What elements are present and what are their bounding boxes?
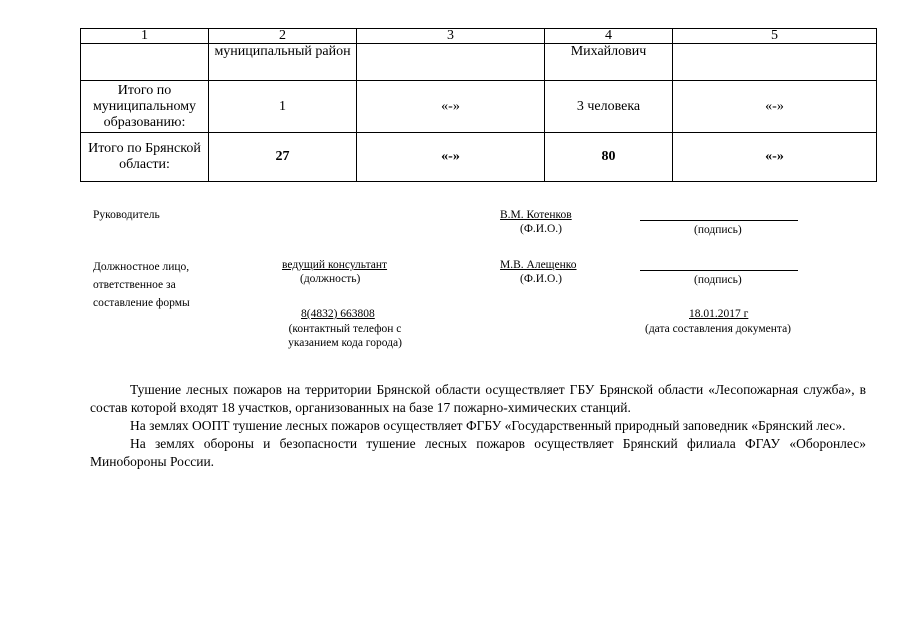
head-name: В.М. Котенков	[500, 209, 572, 221]
paragraph: На землях обороны и безопасности тушение лесных пожаров осуществляет Брянский филиала ФГАУ «Оборонлес» Минобороны России.	[90, 436, 866, 469]
body-text	[90, 381, 866, 471]
document-date: 18.01.2017 г	[689, 308, 749, 320]
column-number: 3	[357, 29, 545, 44]
table-cell: муниципальный район	[209, 44, 357, 81]
fio-caption: (Ф.И.О.)	[520, 223, 562, 235]
official-label: Должностное лицо, ответственное за составление формы	[93, 261, 190, 309]
table-header-row	[81, 29, 877, 44]
row-label-cell: Итого по муниципальному образованию:	[81, 81, 209, 133]
total-cell: «-»	[357, 133, 545, 182]
total-cell: «-»	[673, 133, 877, 182]
table-cell: 1	[209, 81, 357, 133]
position-caption: (должность)	[300, 273, 361, 285]
contact-phone: 8(4832) 663808	[301, 308, 375, 320]
table-cell: 3 человека	[545, 81, 673, 133]
table-total-row	[81, 133, 877, 182]
table-cell	[81, 44, 209, 81]
column-number: 2	[209, 29, 357, 44]
fio-caption: (Ф.И.О.)	[520, 273, 562, 285]
official-position: ведущий консультант	[282, 259, 388, 271]
table-row	[81, 81, 877, 133]
head-signature-line	[640, 220, 798, 221]
table-cell	[673, 44, 877, 81]
column-number: 4	[545, 29, 673, 44]
table-cell	[357, 44, 545, 81]
total-cell: 27	[209, 133, 357, 182]
table-cell: «-»	[673, 81, 877, 133]
sign-caption: (подпись)	[694, 224, 742, 236]
head-label: Руководитель	[93, 209, 160, 221]
report-table	[80, 28, 877, 182]
table-row	[81, 44, 877, 81]
table-cell: Михайлович	[545, 44, 673, 81]
row-label-cell: Итого по Брянской области:	[81, 133, 209, 182]
paragraph: Тушение лесных пожаров на территории Брянской области осуществляет ГБУ Брянской области «Лесопожарная служба», в состав которой входят 18 участков, организованных на базе 17 пожарно-химических станций.	[90, 382, 866, 415]
phone-caption: (контактный телефон с указанием кода города)	[288, 323, 402, 349]
column-number: 5	[673, 29, 877, 44]
official-name: М.В. Алещенко	[500, 259, 577, 271]
official-signature-line	[640, 270, 798, 271]
column-number: 1	[81, 29, 209, 44]
total-cell: 80	[545, 133, 673, 182]
paragraph: На землях ООПТ тушение лесных пожаров осуществляет ФГБУ «Государственный природный заповедник «Брянский лес».	[130, 418, 846, 433]
date-caption: (дата составления документа)	[645, 323, 792, 335]
sign-caption: (подпись)	[694, 274, 742, 286]
table-cell: «-»	[357, 81, 545, 133]
